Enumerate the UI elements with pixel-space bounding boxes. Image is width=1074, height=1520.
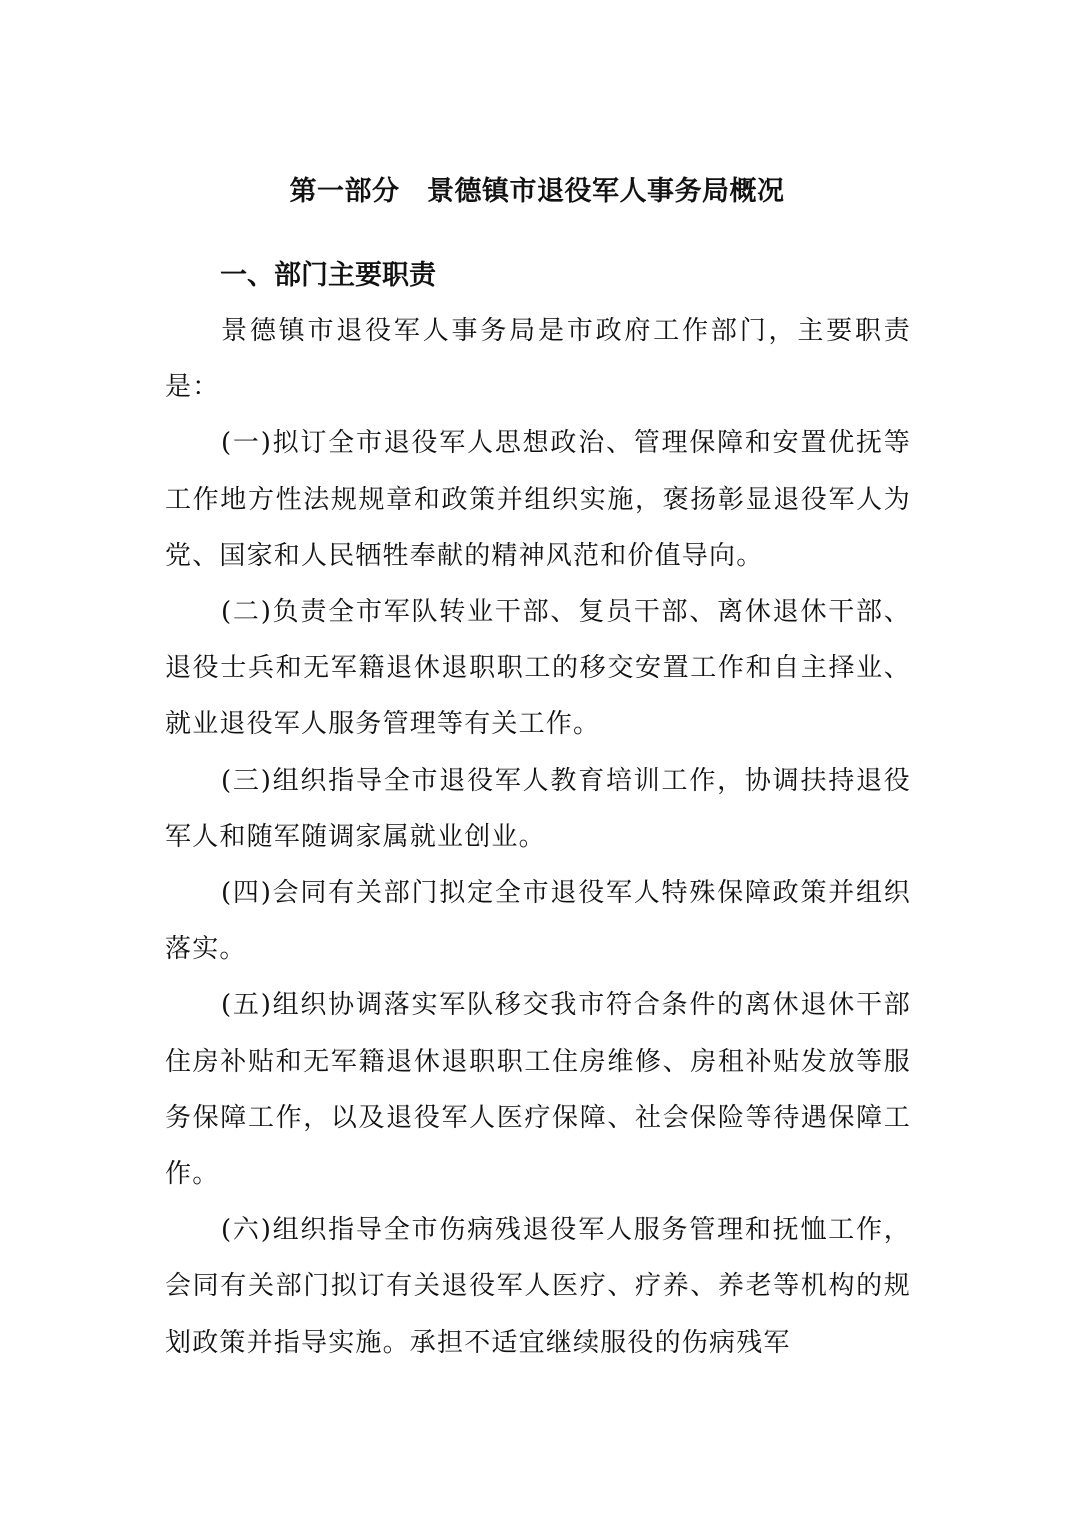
paragraph-intro: 景德镇市退役军人事务局是市政府工作部门，主要职责是： [165,316,911,403]
paragraph-duty-4: (四)会同有关部门拟定全市退役军人特殊保障政策并组织落实。 [165,878,911,965]
paragraph-duty-5: (五)组织协调落实军队移交我市符合条件的离休退休干部住房补贴和无军籍退休退职职工住房维修、房租补贴发放等服务保障工作，以及退役军人医疗保障、社会保险等待遇保障工作。 [165,990,911,1190]
document-body [165,303,911,1371]
section-heading: 一、部门主要职责 [220,260,436,291]
paragraph-duty-2: (二)负责全市军队转业干部、复员干部、离休退休干部、退役士兵和无军籍退休退职职工的移交安置工作和自主择业、就业退役军人服务管理等有关工作。 [165,597,911,740]
paragraph-duty-1: (一)拟订全市退役军人思想政治、管理保障和安置优抚等工作地方性法规规章和政策并组织实施，褒扬彰显退役军人为党、国家和人民牺牲奉献的精神风范和价值导向。 [165,428,911,571]
paragraph-duty-3: (三)组织指导全市退役军人教育培训工作，协调扶持退役军人和随军随调家属就业创业。 [165,765,911,852]
paragraph-duty-6: (六)组织指导全市伤病残退役军人服务管理和抚恤工作，会同有关部门拟订有关退役军人医疗、疗养、养老等机构的规划政策并指导实施。承担不适宜继续服役的伤病残军 [165,1215,911,1358]
page-title: 第一部分 景德镇市退役军人事务局概况 [289,176,785,207]
